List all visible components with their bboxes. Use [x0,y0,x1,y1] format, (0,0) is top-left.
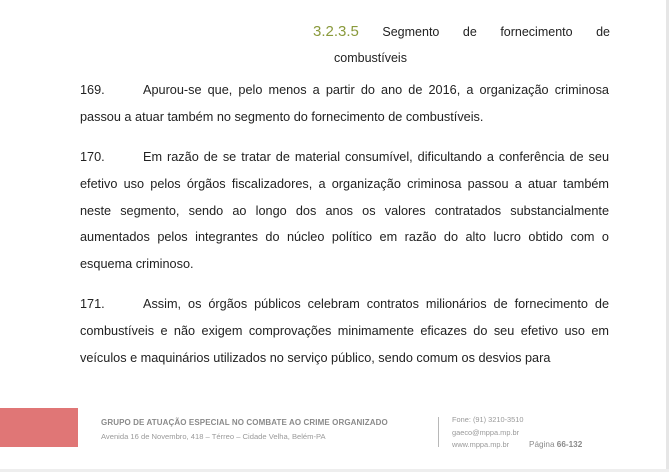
paragraph-number: 171. [80,297,105,311]
section-heading [313,19,610,71]
footer-accent-bar [0,408,78,447]
footer-contact [452,414,524,452]
footer-phone: Fone: (91) 3210-3510 [452,415,524,424]
page-number: 66-132 [556,440,583,449]
section-title-word: Segmento [382,25,440,39]
paragraph-text: Em razão de se tratar de material consumível, dificultando a conferência de seu efetivo uso pelos órgãos fiscalizadores, a organização criminosa passou a atuar também neste segmento, sendo ao longo dos anos os valores contratados substancialmente aumentados pelos integrantes do núcleo político em razão do alto lucro obtido com o esquema criminoso. [80,150,609,272]
paragraph-170 [80,144,609,278]
section-heading-line [313,19,610,45]
section-title-continuation: combustíveis [334,51,407,65]
footer-organization-name: GRUPO DE ATUAÇÃO ESPECIAL NO COMBATE AO CRIME ORGANIZADO [101,418,388,427]
paragraph-text: Assim, os órgãos públicos celebram contratos milionários de fornecimento de combustíveis e não exigem comprovações minimamente eficazes do seu efetivo uso em veículos e maquinários utilizados no serviço público, sendo comum os desvios para [80,297,609,365]
section-number: 3.2.3.5 [313,23,359,40]
section-title-word: fornecimento [500,25,573,39]
paragraph-number: 169. [80,83,105,97]
footer-divider [438,417,439,447]
footer-email[interactable]: gaeco@mppa.mp.br [452,427,520,437]
paragraph-171 [80,291,609,371]
footer-page-indicator [529,440,582,449]
paragraph-169 [80,77,609,131]
footer-website[interactable]: www.mppa.mp.br [452,440,510,450]
paragraph-number: 170. [80,150,105,164]
page-label: Página [529,440,555,449]
section-title-word: de [596,25,610,39]
footer-address: Avenida 16 de Novembro, 418 – Térreo – Cidade Velha, Belém-PA [101,432,326,441]
section-title-word: de [462,25,477,39]
paragraph-text: Apurou-se que, pelo menos a partir do ano de 2016, a organização criminosa passou a atuar também no segmento do fornecimento de combustíveis. [80,83,609,124]
